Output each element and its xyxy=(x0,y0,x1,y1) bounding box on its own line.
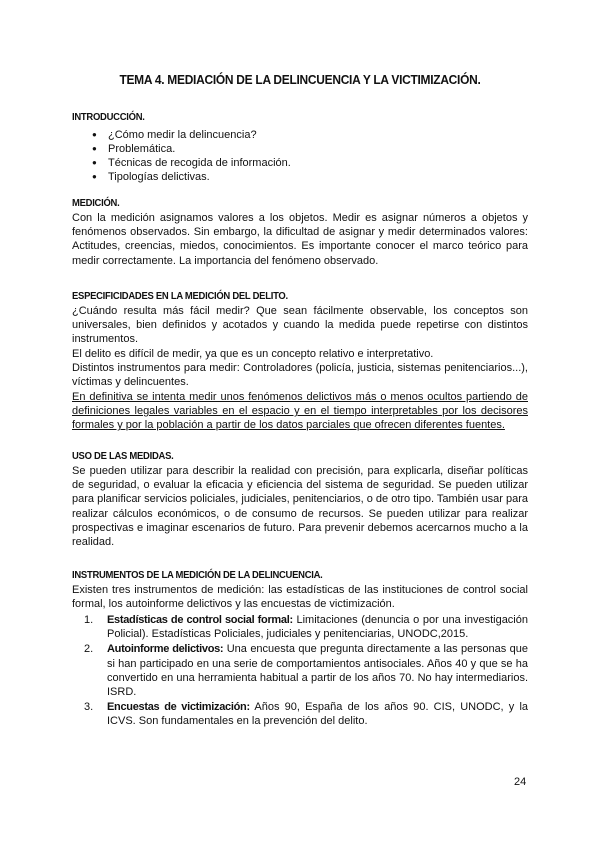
medicion-heading: MEDICIÓN. xyxy=(72,197,120,209)
instrumentos-intro: Existen tres instrumentos de medición: las estadísticas de las instituciones de control social formal, los autoinforme delictivos y las encuestas de victimización. xyxy=(72,584,528,611)
list-item: ● Tipologías delictivas. xyxy=(92,170,291,184)
especificidades-paragraph-2: El delito es difícil de medir, ya que es un concepto relativo e interpretativo. xyxy=(72,348,434,360)
list-item xyxy=(84,700,528,728)
item-label: Estadísticas de control social formal: xyxy=(107,614,293,626)
list-item: ● Técnicas de recogida de información. xyxy=(92,156,291,170)
list-item: ● ¿Cómo medir la delincuencia? xyxy=(92,128,291,142)
list-item xyxy=(84,613,528,641)
uso-heading: USO DE LAS MEDIDAS. xyxy=(72,450,174,462)
item-number: 1. xyxy=(84,614,94,626)
item-text: Una encuesta que pregunta directamente a las personas que si han participado en una serie de comportamientos antisociales. Años 40 y que se ha convertido en una herramienta habitual a partir de los años 70. No hay intermediarios. ISRD. xyxy=(107,643,528,699)
item-number: 3. xyxy=(84,701,94,714)
medicion-paragraph: Con la medición asignamos valores a los objetos. Medir es asignar números a objetos y fenómenos observados. Sin embargo, la dificultad de asignar y medir determinados valores: Actitudes, creencias, miedos, conocimientos. Es importante conocer el marco teórico para medir correctamente. La importancia del fenómeno observado. xyxy=(72,212,528,267)
intro-heading: INTRODUCCIÓN. xyxy=(72,111,145,123)
especificidades-heading: ESPECIFICIDADES EN LA MEDICIÓN DEL DELITO. xyxy=(72,290,288,302)
item-text: Años 90, España de los años 90. CIS, UNODC, y la ICVS. Son fundamentales en la prevención del delito. xyxy=(107,701,528,728)
uso-paragraph: Se pueden utilizar para describir la realidad con precisión, para explicarla, diseñar políticas de seguridad, o evaluar la eficacia y eficiencia del sistema de seguridad. Se pueden utilizar para planificar servicios policiales, judiciales, penitenciarios, o de otro tipo. También usar para realizar cálculos económicos, o de consumo de recursos. Se pueden utilizar para realizar prospectivas e imaginar escenarios de futuro. Para prevenir debemos acercarnos mucho a la realidad. xyxy=(72,465,528,549)
especificidades-paragraph-3: Distintos instrumentos para medir: Controladores (policía, justicia, sistemas penitenciarios...), víctimas y delincuentes. xyxy=(72,362,528,389)
page-number: 24 xyxy=(514,776,527,788)
instrumentos-heading: INSTRUMENTOS DE LA MEDICIÓN DE LA DELINCUENCIA. xyxy=(72,569,323,581)
intro-list xyxy=(92,128,291,184)
item-label: Autoinforme delictivos: xyxy=(107,643,224,656)
item-number: 2. xyxy=(84,643,94,656)
item-label: Encuestas de victimización: xyxy=(107,701,250,714)
especificidades-paragraph-4: En definitiva se intenta medir unos fenómenos delictivos más o menos ocultos partiendo de definiciones legales variables en el espacio y en el tiempo interpretables por los decisores formales y por la población a partir de los datos parciales que ofrecen diferentes fuentes. xyxy=(72,391,528,432)
page-title: TEMA 4. MEDIACIÓN DE LA DELINCUENCIA Y LA VICTIMIZACIÓN. xyxy=(119,72,481,87)
list-item: ● Problemática. xyxy=(92,142,291,156)
list-item xyxy=(84,642,528,699)
instrumentos-list xyxy=(84,613,528,729)
especificidades-paragraph-1: ¿Cuándo resulta más fácil medir? Que sean fácilmente observable, los conceptos son universales, bien definidos y acotados y cuando la medida puede repetirse con distintos instrumentos. xyxy=(72,305,528,346)
item-text: Limitaciones (denuncia o por una investigación Policial). Estadísticas Policiales, judiciales y penitenciarias, UNODC,2015. xyxy=(107,614,528,641)
